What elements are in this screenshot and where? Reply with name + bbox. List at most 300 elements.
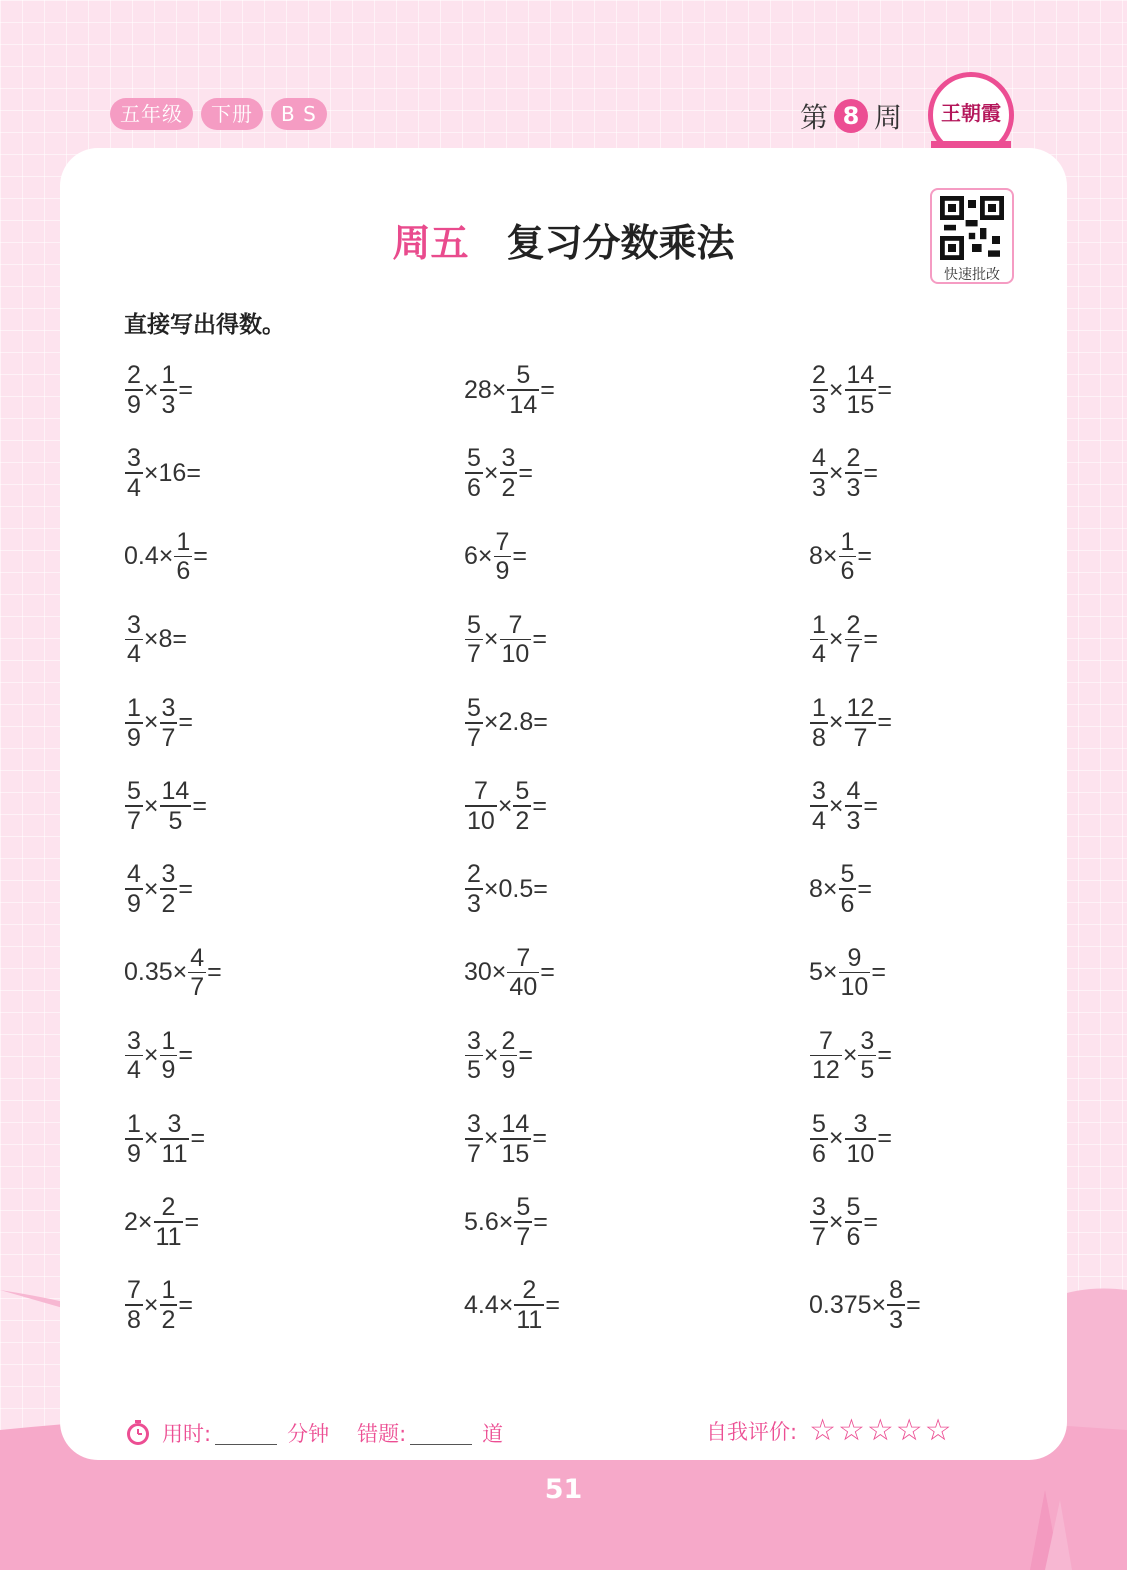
expression-text: × bbox=[143, 1290, 159, 1319]
expression-text: = bbox=[184, 1207, 200, 1236]
instruction: 直接写出得数。 bbox=[124, 312, 285, 338]
numerator: 7 bbox=[508, 610, 523, 639]
numerator: 3 bbox=[127, 610, 141, 639]
problem-8-2 bbox=[464, 936, 555, 1008]
problem-1-3 bbox=[809, 354, 892, 426]
denominator: 10 bbox=[846, 1139, 875, 1168]
denominator: 3 bbox=[846, 806, 861, 835]
expression-text: × bbox=[483, 458, 499, 487]
numerator: 2 bbox=[467, 860, 481, 889]
problem-11-1 bbox=[124, 1186, 199, 1258]
denominator: 6 bbox=[840, 889, 855, 918]
problem-11-2 bbox=[464, 1186, 548, 1258]
fraction bbox=[125, 444, 143, 502]
numerator: 5 bbox=[516, 361, 531, 390]
expression-text: 8× bbox=[809, 541, 838, 570]
problem-10-1 bbox=[124, 1103, 205, 1175]
problem-12-2 bbox=[464, 1269, 560, 1341]
denominator: 7 bbox=[190, 973, 205, 1002]
problem-3-1 bbox=[124, 520, 208, 592]
expression-text: = bbox=[207, 957, 222, 986]
fraction bbox=[845, 777, 863, 835]
fraction bbox=[858, 1027, 876, 1085]
footer-left bbox=[124, 1418, 503, 1448]
problem-9-3 bbox=[809, 1020, 892, 1092]
problem-7-2 bbox=[464, 853, 548, 925]
denominator: 3 bbox=[161, 390, 176, 419]
fraction bbox=[500, 444, 518, 502]
expression-text: = bbox=[877, 1041, 892, 1070]
expression-text: = bbox=[178, 874, 194, 903]
brand-logo-clock bbox=[928, 72, 1014, 158]
time-label: 用时: bbox=[162, 1422, 212, 1446]
grade-tags bbox=[110, 98, 327, 130]
expression-text: × bbox=[483, 1124, 499, 1153]
numerator: 5 bbox=[467, 610, 481, 639]
expression-text: × bbox=[828, 791, 844, 820]
expression-text: ×16= bbox=[143, 458, 201, 487]
numerator: 5 bbox=[515, 777, 530, 806]
fraction bbox=[160, 1027, 178, 1085]
denominator: 7 bbox=[467, 640, 481, 669]
expression-text: = bbox=[877, 375, 892, 404]
fraction bbox=[500, 1027, 518, 1085]
week-indicator bbox=[800, 96, 902, 136]
denominator: 2 bbox=[161, 1305, 176, 1334]
denominator: 2 bbox=[161, 889, 176, 918]
fraction bbox=[174, 528, 192, 586]
denominator: 11 bbox=[161, 1139, 188, 1168]
problem-2-2 bbox=[464, 437, 533, 509]
fraction bbox=[125, 611, 143, 669]
denominator: 7 bbox=[161, 723, 176, 752]
title-topic: 复习分数乘法 bbox=[506, 221, 735, 265]
expression-text: = bbox=[190, 1124, 206, 1153]
fraction bbox=[507, 944, 539, 1002]
expression-text: = bbox=[906, 1290, 921, 1319]
denominator: 9 bbox=[127, 723, 141, 752]
expression-text: = bbox=[532, 625, 547, 654]
denominator: 4 bbox=[127, 473, 141, 502]
fraction bbox=[500, 611, 532, 669]
fraction bbox=[125, 1110, 143, 1168]
problem-1-2 bbox=[464, 354, 555, 426]
expression-text: = bbox=[532, 1124, 547, 1153]
numerator: 2 bbox=[812, 361, 826, 390]
fraction bbox=[465, 777, 497, 835]
problem-5-2 bbox=[464, 687, 548, 759]
numerator: 2 bbox=[522, 1276, 537, 1305]
fraction bbox=[465, 1110, 483, 1168]
numerator: 3 bbox=[812, 777, 826, 806]
errors-blank[interactable] bbox=[410, 1422, 472, 1445]
fraction bbox=[514, 1193, 532, 1251]
edition-tag: B S bbox=[271, 98, 327, 130]
denominator: 4 bbox=[127, 640, 141, 669]
numerator: 7 bbox=[127, 1276, 141, 1305]
numerator: 1 bbox=[161, 361, 176, 390]
fraction bbox=[810, 444, 828, 502]
denominator: 7 bbox=[853, 723, 868, 752]
problem-7-1 bbox=[124, 853, 193, 925]
denominator: 2 bbox=[501, 473, 516, 502]
denominator: 5 bbox=[860, 1056, 875, 1085]
problem-4-3 bbox=[809, 604, 878, 676]
fraction bbox=[500, 1110, 532, 1168]
week-suffix: 周 bbox=[874, 101, 903, 134]
problem-11-3 bbox=[809, 1186, 878, 1258]
fraction bbox=[845, 694, 877, 752]
denominator: 8 bbox=[812, 723, 826, 752]
expression-text: = bbox=[192, 791, 207, 820]
problem-8-3 bbox=[809, 936, 886, 1008]
expression-text: × bbox=[828, 708, 844, 737]
qr-code[interactable] bbox=[930, 188, 1014, 284]
denominator: 4 bbox=[812, 640, 826, 669]
title-day: 周五 bbox=[392, 221, 469, 265]
denominator: 3 bbox=[812, 390, 826, 419]
numerator: 7 bbox=[495, 527, 510, 556]
problem-4-1 bbox=[124, 604, 187, 676]
numerator: 3 bbox=[161, 694, 176, 722]
fraction bbox=[160, 777, 192, 835]
expression-text: = bbox=[532, 791, 547, 820]
numerator: 1 bbox=[176, 527, 191, 556]
numerator: 2 bbox=[846, 444, 861, 473]
expression-text: = bbox=[857, 541, 873, 570]
denominator: 4 bbox=[812, 806, 826, 835]
fraction bbox=[845, 444, 863, 502]
denominator: 9 bbox=[161, 1056, 176, 1085]
expression-text: 8× bbox=[809, 874, 838, 903]
denominator: 6 bbox=[176, 557, 191, 586]
fraction bbox=[465, 860, 483, 918]
denominator: 5 bbox=[168, 806, 183, 835]
problem-10-2 bbox=[464, 1103, 547, 1175]
expression-text: = bbox=[178, 1290, 194, 1319]
denominator: 7 bbox=[127, 806, 141, 835]
denominator: 10 bbox=[840, 973, 869, 1002]
denominator: 12 bbox=[812, 1056, 840, 1085]
expression-text: = bbox=[178, 708, 194, 737]
expression-text: 0.35× bbox=[124, 957, 188, 986]
errors-label: 错题: bbox=[357, 1422, 407, 1446]
fraction bbox=[845, 1193, 863, 1251]
denominator: 9 bbox=[495, 557, 510, 586]
fraction bbox=[810, 777, 828, 835]
fraction bbox=[125, 1027, 143, 1085]
expression-text: 4.4× bbox=[464, 1290, 514, 1319]
problem-9-1 bbox=[124, 1020, 193, 1092]
numerator: 14 bbox=[846, 361, 875, 390]
qr-code-icon bbox=[940, 196, 1004, 260]
expression-text: × bbox=[828, 1124, 844, 1153]
fraction bbox=[514, 1276, 544, 1334]
fraction bbox=[160, 361, 178, 419]
denominator: 11 bbox=[516, 1305, 543, 1334]
expression-text: = bbox=[877, 708, 892, 737]
fraction bbox=[494, 528, 512, 586]
problem-12-3 bbox=[809, 1269, 921, 1341]
problem-10-3 bbox=[809, 1103, 892, 1175]
expression-text: = bbox=[857, 874, 873, 903]
denominator: 9 bbox=[127, 889, 141, 918]
denominator: 7 bbox=[467, 1139, 481, 1168]
expression-text: = bbox=[533, 1207, 548, 1236]
fraction bbox=[810, 611, 828, 669]
numerator: 1 bbox=[127, 1110, 141, 1138]
fraction bbox=[465, 694, 483, 752]
time-blank[interactable] bbox=[215, 1422, 277, 1445]
expression-text: × bbox=[828, 625, 844, 654]
expression-text: = bbox=[518, 458, 534, 487]
fraction bbox=[465, 1027, 483, 1085]
volume-tag: 下册 bbox=[201, 98, 263, 130]
problem-12-1 bbox=[124, 1269, 193, 1341]
expression-text: 0.4× bbox=[124, 541, 174, 570]
denominator: 6 bbox=[467, 473, 481, 502]
numerator: 5 bbox=[812, 1110, 826, 1138]
expression-text: 6× bbox=[464, 541, 493, 570]
fraction bbox=[839, 528, 857, 586]
numerator: 1 bbox=[812, 610, 826, 639]
denominator: 9 bbox=[501, 1056, 516, 1085]
fraction bbox=[160, 694, 178, 752]
numerator: 3 bbox=[853, 1110, 868, 1138]
footer-right bbox=[706, 1413, 954, 1448]
numerator: 5 bbox=[516, 1193, 531, 1222]
numerator: 4 bbox=[190, 943, 205, 972]
expression-text: 5.6× bbox=[464, 1207, 514, 1236]
expression-text: = bbox=[193, 541, 208, 570]
numerator: 7 bbox=[516, 943, 531, 972]
problem-6-3 bbox=[809, 770, 878, 842]
denominator: 9 bbox=[127, 1139, 141, 1168]
numerator: 9 bbox=[847, 943, 862, 972]
fraction bbox=[513, 777, 531, 835]
problem-1-1 bbox=[124, 354, 193, 426]
numerator: 2 bbox=[846, 610, 861, 639]
expression-text: = bbox=[863, 625, 879, 654]
expression-text: × bbox=[842, 1041, 858, 1070]
expression-text: × bbox=[143, 1041, 159, 1070]
denominator: 14 bbox=[509, 390, 538, 419]
expression-text: ×2.8= bbox=[483, 708, 548, 737]
denominator: 7 bbox=[846, 640, 861, 669]
numerator: 14 bbox=[501, 1110, 530, 1138]
denominator: 3 bbox=[889, 1305, 904, 1334]
fraction bbox=[125, 1276, 143, 1334]
expression-text: = bbox=[518, 1041, 534, 1070]
grade-tag: 五年级 bbox=[110, 98, 193, 130]
problem-3-2 bbox=[464, 520, 527, 592]
problem-6-1 bbox=[124, 770, 207, 842]
expression-text: = bbox=[871, 957, 886, 986]
denominator: 4 bbox=[127, 1056, 141, 1085]
fraction bbox=[810, 694, 828, 752]
errors-unit: 道 bbox=[482, 1422, 504, 1446]
expression-text: = bbox=[863, 458, 879, 487]
fraction bbox=[465, 611, 483, 669]
denominator: 40 bbox=[509, 973, 538, 1002]
problem-2-1 bbox=[124, 437, 201, 509]
problem-3-3 bbox=[809, 520, 872, 592]
brand-logo-text: 王朝霞 bbox=[941, 101, 1001, 125]
week-number: 8 bbox=[834, 99, 868, 133]
numerator: 12 bbox=[846, 694, 875, 722]
expression-text: = bbox=[540, 957, 555, 986]
expression-text: = bbox=[512, 541, 528, 570]
numerator: 5 bbox=[846, 1193, 861, 1222]
self-eval-label: 自我评价: bbox=[706, 1419, 798, 1444]
denominator: 3 bbox=[812, 473, 826, 502]
expression-text: 28× bbox=[464, 375, 507, 404]
problem-4-2 bbox=[464, 604, 547, 676]
expression-text: ×0.5= bbox=[483, 874, 548, 903]
expression-text: = bbox=[178, 375, 194, 404]
fraction bbox=[845, 611, 863, 669]
fraction bbox=[845, 361, 877, 419]
problem-7-3 bbox=[809, 853, 872, 925]
problem-8-1 bbox=[124, 936, 222, 1008]
denominator: 8 bbox=[127, 1305, 141, 1334]
expression-text: = bbox=[863, 791, 879, 820]
numerator: 7 bbox=[818, 1026, 833, 1055]
fraction bbox=[160, 1110, 190, 1168]
problem-6-2 bbox=[464, 770, 547, 842]
numerator: 3 bbox=[501, 444, 516, 473]
numerator: 3 bbox=[127, 444, 141, 473]
expression-text: × bbox=[143, 791, 159, 820]
expression-text: 5× bbox=[809, 957, 838, 986]
worksheet-card bbox=[60, 148, 1067, 1460]
denominator: 15 bbox=[846, 390, 875, 419]
numerator: 3 bbox=[167, 1110, 182, 1138]
denominator: 3 bbox=[846, 473, 861, 502]
numerator: 2 bbox=[501, 1026, 516, 1055]
numerator: 3 bbox=[860, 1026, 875, 1055]
minutes-label: 分钟 bbox=[287, 1422, 330, 1446]
denominator: 7 bbox=[516, 1222, 531, 1251]
week-prefix: 第 bbox=[800, 101, 829, 134]
expression-text: = bbox=[545, 1290, 560, 1319]
expression-text: × bbox=[143, 375, 159, 404]
denominator: 2 bbox=[515, 806, 530, 835]
fraction bbox=[125, 860, 143, 918]
expression-text: × bbox=[483, 625, 499, 654]
expression-text: = bbox=[877, 1124, 892, 1153]
expression-text: × bbox=[143, 1124, 159, 1153]
numerator: 5 bbox=[840, 860, 855, 889]
expression-text: = bbox=[178, 1041, 194, 1070]
denominator: 6 bbox=[846, 1222, 861, 1251]
problem-5-1 bbox=[124, 687, 193, 759]
expression-text: × bbox=[143, 708, 159, 737]
numerator: 5 bbox=[127, 777, 141, 806]
numerator: 1 bbox=[840, 527, 855, 556]
fraction bbox=[810, 1110, 828, 1168]
numerator: 7 bbox=[473, 777, 488, 806]
fraction bbox=[160, 1276, 178, 1334]
numerator: 4 bbox=[846, 777, 861, 806]
expression-text: × bbox=[483, 1041, 499, 1070]
numerator: 3 bbox=[467, 1026, 481, 1055]
qr-label: 快速批改 bbox=[944, 267, 1000, 283]
fraction bbox=[160, 860, 178, 918]
fraction bbox=[810, 1027, 842, 1085]
rating-stars[interactable]: ☆☆☆☆☆ bbox=[809, 1413, 954, 1448]
numerator: 3 bbox=[812, 1193, 826, 1222]
fraction bbox=[125, 694, 143, 752]
numerator: 3 bbox=[127, 1026, 141, 1055]
denominator: 3 bbox=[467, 889, 481, 918]
numerator: 14 bbox=[161, 777, 190, 806]
numerator: 5 bbox=[467, 694, 481, 722]
denominator: 10 bbox=[467, 806, 495, 835]
fraction bbox=[154, 1193, 184, 1251]
fraction bbox=[507, 361, 539, 419]
numerator: 1 bbox=[161, 1276, 176, 1305]
denominator: 9 bbox=[127, 390, 141, 419]
numerator: 8 bbox=[889, 1276, 904, 1305]
expression-text: 2× bbox=[124, 1207, 153, 1236]
problem-5-3 bbox=[809, 687, 892, 759]
denominator: 6 bbox=[812, 1139, 826, 1168]
numerator: 4 bbox=[127, 860, 141, 889]
denominator: 7 bbox=[812, 1222, 826, 1251]
numerator: 3 bbox=[467, 1110, 481, 1138]
fraction bbox=[839, 860, 857, 918]
expression-text: × bbox=[143, 874, 159, 903]
denominator: 7 bbox=[467, 723, 481, 752]
numerator: 5 bbox=[467, 444, 481, 473]
fraction bbox=[125, 777, 143, 835]
denominator: 5 bbox=[467, 1056, 481, 1085]
numerator: 3 bbox=[161, 860, 176, 889]
expression-text: ×8= bbox=[143, 625, 188, 654]
fraction bbox=[810, 361, 828, 419]
fraction bbox=[839, 944, 871, 1002]
expression-text: = bbox=[540, 375, 555, 404]
fraction bbox=[887, 1276, 905, 1334]
page-number: 51 bbox=[544, 1474, 583, 1505]
numerator: 4 bbox=[812, 444, 826, 473]
problem-9-2 bbox=[464, 1020, 533, 1092]
numerator: 2 bbox=[127, 361, 141, 390]
numerator: 1 bbox=[812, 694, 826, 722]
expression-text: 30× bbox=[464, 957, 507, 986]
fraction bbox=[465, 444, 483, 502]
expression-text: × bbox=[828, 458, 844, 487]
denominator: 6 bbox=[840, 557, 855, 586]
expression-text: 0.375× bbox=[809, 1290, 887, 1319]
denominator: 11 bbox=[155, 1222, 182, 1251]
fraction bbox=[810, 1193, 828, 1251]
expression-text: × bbox=[828, 375, 844, 404]
expression-text: × bbox=[828, 1207, 844, 1236]
expression-text: × bbox=[497, 791, 513, 820]
expression-text: = bbox=[863, 1207, 879, 1236]
problem-2-3 bbox=[809, 437, 878, 509]
fraction bbox=[188, 944, 206, 1002]
fraction bbox=[845, 1110, 877, 1168]
timer-icon bbox=[124, 1419, 152, 1447]
denominator: 10 bbox=[501, 640, 530, 669]
denominator: 15 bbox=[501, 1139, 530, 1168]
numerator: 2 bbox=[161, 1193, 176, 1222]
fraction bbox=[125, 361, 143, 419]
numerator: 1 bbox=[161, 1026, 176, 1055]
